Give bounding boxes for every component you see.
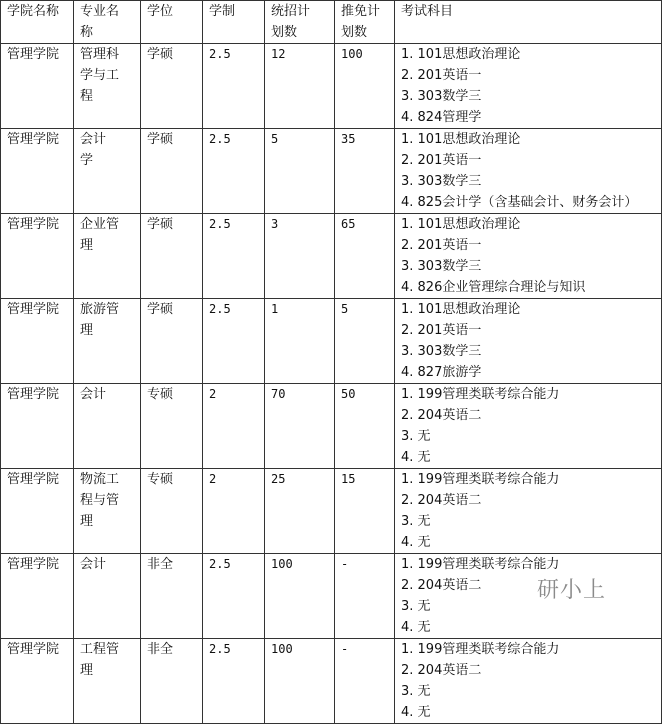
subjects-cell	[395, 469, 662, 554]
major-cell: 物流工 程与管 理	[74, 469, 141, 554]
major-cell: 会计	[74, 554, 141, 639]
college-cell: 管理学院	[1, 384, 74, 469]
exempt-cell: 65	[335, 214, 395, 299]
degree-cell: 学硕	[141, 214, 203, 299]
subject-item: 2. 204英语二	[401, 578, 482, 593]
subject-item: 3. 无	[401, 514, 431, 529]
degree-cell: 学硕	[141, 129, 203, 214]
duration-cell: 2	[203, 469, 265, 554]
exempt-cell: 5	[335, 299, 395, 384]
table-row	[1, 214, 662, 299]
table-row	[1, 384, 662, 469]
header-exempt: 推免计 划数	[335, 1, 395, 44]
degree-cell: 非全	[141, 639, 203, 724]
subject-item: 1. 199管理类联考综合能力	[401, 387, 560, 402]
college-cell: 管理学院	[1, 469, 74, 554]
table-row	[1, 469, 662, 554]
duration-cell: 2.5	[203, 299, 265, 384]
subject-item: 4. 824管理学	[401, 110, 482, 125]
subject-item: 4. 无	[401, 620, 431, 635]
header-degree: 学位	[141, 1, 203, 44]
exempt-cell: 15	[335, 469, 395, 554]
plan-cell: 100	[265, 554, 335, 639]
duration-cell: 2.5	[203, 214, 265, 299]
subject-item: 1. 101思想政治理论	[401, 47, 521, 62]
subject-item: 3. 无	[401, 599, 431, 614]
plan-cell: 5	[265, 129, 335, 214]
subjects-cell	[395, 129, 662, 214]
major-cell: 会计 学	[74, 129, 141, 214]
subject-item: 3. 303数学三	[401, 259, 482, 274]
duration-cell: 2.5	[203, 554, 265, 639]
college-cell: 管理学院	[1, 214, 74, 299]
plan-cell: 1	[265, 299, 335, 384]
subjects-cell	[395, 639, 662, 724]
table-row	[1, 299, 662, 384]
table-body	[1, 44, 662, 724]
duration-cell: 2	[203, 384, 265, 469]
plan-cell: 100	[265, 639, 335, 724]
college-cell: 管理学院	[1, 554, 74, 639]
table-row	[1, 44, 662, 129]
header-subjects: 考试科目	[395, 1, 662, 44]
subject-item: 1. 101思想政治理论	[401, 132, 521, 147]
college-cell: 管理学院	[1, 299, 74, 384]
subject-item: 2. 204英语二	[401, 663, 482, 678]
major-cell: 旅游管 理	[74, 299, 141, 384]
exempt-cell: -	[335, 639, 395, 724]
exempt-cell: -	[335, 554, 395, 639]
table-row	[1, 129, 662, 214]
subject-item: 3. 303数学三	[401, 344, 482, 359]
table-row	[1, 639, 662, 724]
degree-cell: 非全	[141, 554, 203, 639]
subjects-cell	[395, 299, 662, 384]
subject-item: 2. 201英语一	[401, 68, 482, 83]
degree-cell: 专硕	[141, 384, 203, 469]
plan-cell: 12	[265, 44, 335, 129]
degree-cell: 学硕	[141, 299, 203, 384]
subject-item: 2. 201英语一	[401, 153, 482, 168]
subjects-cell	[395, 384, 662, 469]
subject-item: 4. 825会计学（含基础会计、财务会计）	[401, 195, 638, 210]
subjects-cell	[395, 44, 662, 129]
plan-cell: 3	[265, 214, 335, 299]
header-row	[1, 1, 662, 44]
subject-item: 4. 无	[401, 535, 431, 550]
degree-cell: 专硕	[141, 469, 203, 554]
header-major: 专业名 称	[74, 1, 141, 44]
subject-item: 3. 无	[401, 429, 431, 444]
subject-item: 1. 101思想政治理论	[401, 217, 521, 232]
subject-item: 1. 199管理类联考综合能力	[401, 472, 560, 487]
major-cell: 会计	[74, 384, 141, 469]
subject-item: 1. 199管理类联考综合能力	[401, 642, 560, 657]
subject-item: 2. 201英语一	[401, 238, 482, 253]
college-cell: 管理学院	[1, 129, 74, 214]
exempt-cell: 35	[335, 129, 395, 214]
subject-item: 3. 无	[401, 684, 431, 699]
subjects-cell	[395, 554, 662, 639]
college-cell: 管理学院	[1, 44, 74, 129]
header-college: 学院名称	[1, 1, 74, 44]
subject-item: 2. 204英语二	[401, 493, 482, 508]
exempt-cell: 50	[335, 384, 395, 469]
subject-item: 2. 204英语二	[401, 408, 482, 423]
duration-cell: 2.5	[203, 129, 265, 214]
subject-item: 4. 无	[401, 450, 431, 465]
header-duration: 学制	[203, 1, 265, 44]
subject-item: 1. 199管理类联考综合能力	[401, 557, 560, 572]
major-cell: 工程管 理	[74, 639, 141, 724]
subject-item: 3. 303数学三	[401, 89, 482, 104]
major-cell: 管理科 学与工 程	[74, 44, 141, 129]
duration-cell: 2.5	[203, 44, 265, 129]
watermark-text: 研小上	[537, 578, 607, 603]
subject-item: 1. 101思想政治理论	[401, 302, 521, 317]
major-cell: 企业管 理	[74, 214, 141, 299]
college-cell: 管理学院	[1, 639, 74, 724]
subjects-cell	[395, 214, 662, 299]
subject-item: 3. 303数学三	[401, 174, 482, 189]
subject-item: 4. 827旅游学	[401, 365, 482, 380]
plan-cell: 25	[265, 469, 335, 554]
header-plan: 统招计 划数	[265, 1, 335, 44]
exempt-cell: 100	[335, 44, 395, 129]
degree-cell: 学硕	[141, 44, 203, 129]
subject-item: 4. 826企业管理综合理论与知识	[401, 280, 586, 295]
duration-cell: 2.5	[203, 639, 265, 724]
plan-cell: 70	[265, 384, 335, 469]
subject-item: 2. 201英语一	[401, 323, 482, 338]
subject-item: 4. 无	[401, 705, 431, 720]
